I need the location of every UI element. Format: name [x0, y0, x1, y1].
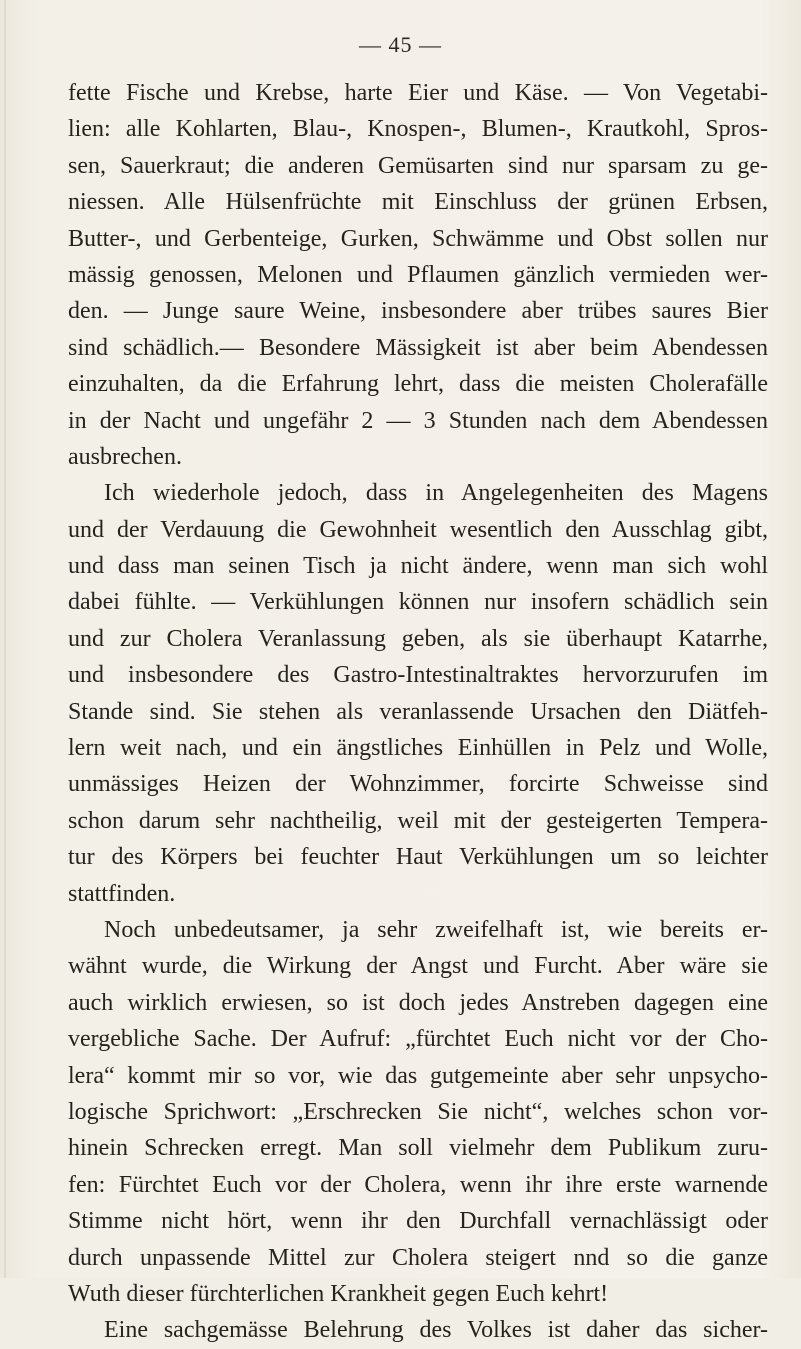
paragraph-start-line: Noch unbedeutsamer, ja sehr zweifelhaft ist, wie bereits er-	[104, 916, 768, 943]
text-line: hinein Schrecken erregt. Man soll vielmehr dem Publikum zuru-	[68, 1135, 768, 1162]
paragraph-end-line: ausbrechen.	[68, 443, 182, 470]
body-text	[68, 75, 768, 1349]
text-line: und insbesondere des Gastro-Intestinaltraktes hervorzurufen im	[68, 662, 768, 689]
text-line: Butter-, und Gerbenteige, Gurken, Schwämme und Obst sollen nur	[68, 225, 768, 252]
paragraph-start-line: Eine sachgemässe Belehrung des Volkes ist daher das sicher-	[104, 1317, 768, 1344]
paragraph-start-line: Ich wiederhole jedoch, dass in Angelegenheiten des Magens	[104, 480, 768, 507]
text-line: logische Sprichwort: „Erschrecken Sie nicht“, welches schon vor-	[68, 1098, 768, 1125]
text-line: in der Nacht und ungefähr 2 — 3 Stunden nach dem Abendessen	[68, 407, 768, 434]
text-line: lera“ kommt mir so vor, wie das gutgemeinte aber sehr unpsycho-	[68, 1062, 768, 1089]
text-line: tur des Körpers bei feuchter Haut Verkühlungen um so leichter	[68, 844, 768, 871]
text-line: lern weit nach, und ein ängstliches Einhüllen in Pelz und Wolle,	[68, 735, 768, 762]
page-number: — 45 —	[359, 32, 442, 57]
text-line: und der Verdauung die Gewohnheit wesentlich den Ausschlag gibt,	[68, 516, 768, 543]
text-line: dabei fühlte. — Verkühlungen können nur insofern schädlich sein	[68, 589, 768, 616]
text-line: schon darum sehr nachtheilig, weil mit der gesteigerten Tempera-	[68, 807, 768, 834]
text-line: durch unpassende Mittel zur Cholera steigert nnd so die ganze	[68, 1244, 768, 1271]
text-line: fette Fische und Krebse, harte Eier und Käse. — Von Vegetabi-	[68, 80, 768, 106]
text-line: niessen. Alle Hülsenfrüchte mit Einschluss der grünen Erbsen,	[68, 189, 768, 216]
text-line: auch wirklich erwiesen, so ist doch jedes Anstreben dagegen eine	[68, 989, 768, 1016]
text-line: mässig genossen, Melonen und Pflaumen gänzlich vermieden wer-	[68, 261, 768, 288]
text-line: einzuhalten, da die Erfahrung lehrt, dass die meisten Cholerafälle	[68, 371, 768, 398]
text-line: Stande sind. Sie stehen als veranlassende Ursachen den Diätfeh-	[68, 698, 768, 725]
text-line: vergebliche Sache. Der Aufruf: „fürchtet Euch nicht vor der Cho-	[68, 1026, 768, 1053]
text-line: fen: Fürchtet Euch vor der Cholera, wenn ihr ihre erste warnende	[68, 1171, 768, 1198]
text-line: den. — Junge saure Weine, insbesondere aber trübes saures Bier	[68, 298, 768, 325]
paragraph-end-line: stattfinden.	[68, 880, 176, 907]
page-gutter	[4, 0, 6, 1278]
text-line: und zur Cholera Veranlassung geben, als sie überhaupt Katarrhe,	[68, 625, 768, 652]
text-line: unmässiges Heizen der Wohnzimmer, forcirte Schweisse sind	[68, 771, 768, 798]
text-line: und dass man seinen Tisch ja nicht ändere, wenn man sich wohl	[68, 553, 768, 580]
text-line: Stimme nicht hört, wenn ihr den Durchfall vernachlässigt oder	[68, 1208, 768, 1235]
text-line: lien: alle Kohlarten, Blau-, Knospen-, Blumen-, Krautkohl, Spros-	[68, 116, 768, 143]
text-line: wähnt wurde, die Wirkung der Angst und Furcht. Aber wäre sie	[68, 953, 768, 980]
text-line: sen, Sauerkraut; die anderen Gemüsarten sind nur sparsam zu ge-	[68, 152, 768, 179]
paragraph-end-line: Wuth dieser fürchterlichen Krankheit gegen Euch kehrt!	[68, 1280, 609, 1307]
text-line: sind schädlich.— Besondere Mässigkeit ist aber beim Abendessen	[68, 334, 768, 361]
